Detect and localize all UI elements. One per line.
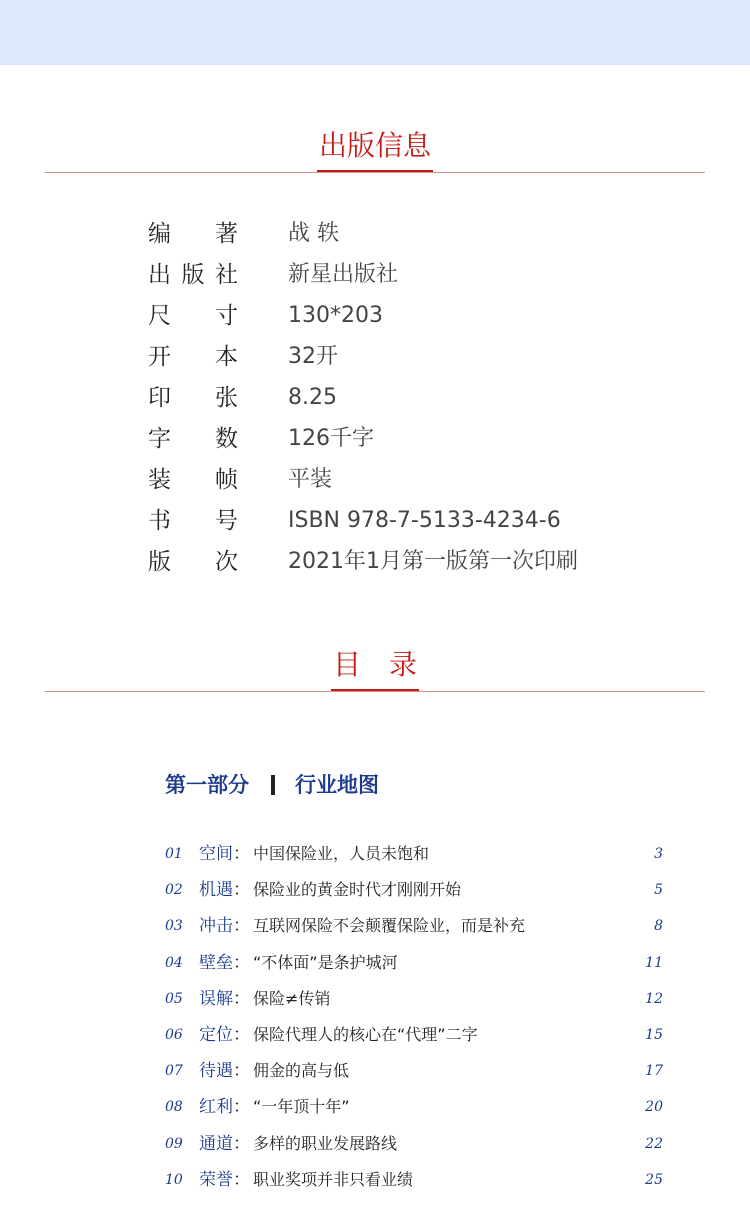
toc-entry-title: “不体面”是条护城河 — [253, 952, 398, 972]
toc-entry-title: 保险≠传销 — [253, 988, 331, 1008]
toc-entry-page: 3 — [654, 846, 663, 862]
divider — [45, 172, 705, 173]
toc-entry-page: 11 — [645, 954, 663, 971]
toc-entry-keyword: 定位： — [199, 1024, 250, 1045]
publication-info-list — [148, 216, 668, 585]
toc-entry-title: 多样的职业发展路线 — [253, 1133, 398, 1153]
info-value: 126千字 — [288, 426, 374, 451]
toc-entry-keyword: 机遇： — [199, 880, 250, 901]
toc-entry-title: “一年顶十年” — [253, 1097, 350, 1117]
info-value: ISBN 978-7-5133-4234-6 — [288, 508, 561, 533]
toc-entry[interactable] — [165, 1163, 663, 1199]
toc-entry[interactable] — [165, 1090, 663, 1126]
toc-list — [165, 837, 663, 1199]
toc-entry-title: 保险代理人的核心在“代理”二字 — [253, 1024, 478, 1044]
toc-entry-title: 中国保险业，人员未饱和 — [253, 844, 430, 863]
info-value: 平装 — [288, 467, 333, 492]
toc-entry-page: 25 — [645, 1171, 663, 1188]
toc-entry[interactable] — [165, 1127, 663, 1163]
info-row — [148, 462, 668, 503]
info-label: 装帧 — [148, 467, 238, 493]
info-value: 战 轶 — [288, 221, 339, 246]
info-row — [148, 257, 668, 298]
info-row — [148, 544, 668, 585]
divider — [45, 691, 705, 692]
toc-entry-keyword: 红利： — [199, 1097, 250, 1118]
toc-entry-page: 12 — [645, 990, 663, 1007]
info-value: 新星出版社 — [288, 262, 399, 287]
toc-entry-number: 05 — [165, 990, 183, 1007]
publication-info-header — [45, 123, 705, 173]
toc-entry-number: 10 — [165, 1171, 183, 1188]
info-label: 印张 — [148, 385, 238, 411]
info-row — [148, 421, 668, 462]
toc-entry-title: 保险业的黄金时代才刚刚开始 — [253, 880, 462, 900]
info-row — [148, 380, 668, 421]
toc-entry-page: 8 — [654, 918, 663, 935]
info-value: 2021年1月第一版第一次印刷 — [288, 549, 578, 574]
info-label: 尺寸 — [148, 303, 238, 329]
info-label: 书号 — [148, 508, 238, 534]
toc-entry-page: 17 — [645, 1063, 663, 1080]
toc-entry-number: 04 — [165, 954, 183, 971]
toc-entry-keyword: 冲击： — [199, 916, 250, 937]
info-row — [148, 339, 668, 380]
toc-entry-title: 佣金的高与低 — [253, 1061, 350, 1081]
toc-entry-keyword: 壁垒： — [199, 952, 250, 973]
separator-bar — [271, 775, 275, 795]
toc-entry-number: 01 — [165, 846, 183, 862]
toc-entry-page: 15 — [645, 1026, 663, 1043]
top-banner — [0, 0, 750, 65]
info-value: 32开 — [288, 344, 338, 369]
toc-entry-number: 08 — [165, 1099, 183, 1116]
publication-info-title: 出版信息 — [317, 126, 433, 173]
info-label: 字数 — [148, 426, 238, 452]
toc-entry[interactable] — [165, 1018, 663, 1054]
toc-entry[interactable] — [165, 1054, 663, 1090]
toc-entry[interactable] — [165, 946, 663, 982]
info-label: 开本 — [148, 344, 238, 370]
info-value: 8.25 — [288, 385, 337, 410]
toc-entry[interactable] — [165, 982, 663, 1018]
info-row — [148, 216, 668, 257]
toc-entry[interactable] — [165, 909, 663, 945]
part-number: 第一部分 — [165, 773, 249, 797]
part-heading — [165, 768, 379, 802]
info-value: 130*203 — [288, 303, 383, 328]
info-row — [148, 503, 668, 544]
toc-entry-keyword: 空间： — [199, 844, 250, 864]
toc-entry-keyword: 待遇： — [199, 1061, 250, 1082]
part-name: 行业地图 — [295, 773, 379, 797]
toc-entry-number: 02 — [165, 882, 183, 899]
toc-entry-title: 互联网保险不会颠覆保险业，而是补充 — [253, 916, 526, 936]
toc-entry-keyword: 荣誉： — [199, 1169, 250, 1190]
toc-entry-number: 09 — [165, 1135, 183, 1152]
toc-entry-keyword: 误解： — [199, 988, 250, 1009]
toc-entry-number: 07 — [165, 1063, 183, 1080]
toc-header — [45, 642, 705, 692]
toc-title: 目 录 — [331, 645, 419, 692]
info-row — [148, 298, 668, 339]
toc-entry-number: 06 — [165, 1026, 183, 1043]
toc-entry[interactable] — [165, 873, 663, 909]
toc-entry[interactable] — [165, 837, 663, 873]
toc-entry-number: 03 — [165, 918, 183, 935]
toc-entry-page: 5 — [654, 882, 663, 899]
toc-entry-keyword: 通道： — [199, 1133, 250, 1154]
info-label: 编著 — [148, 221, 238, 247]
toc-entry-title: 职业奖项并非只看业绩 — [253, 1169, 414, 1189]
toc-entry-page: 20 — [645, 1099, 663, 1116]
info-label: 出版社 — [148, 262, 238, 288]
toc-entry-page: 22 — [645, 1135, 663, 1152]
info-label: 版次 — [148, 549, 238, 575]
